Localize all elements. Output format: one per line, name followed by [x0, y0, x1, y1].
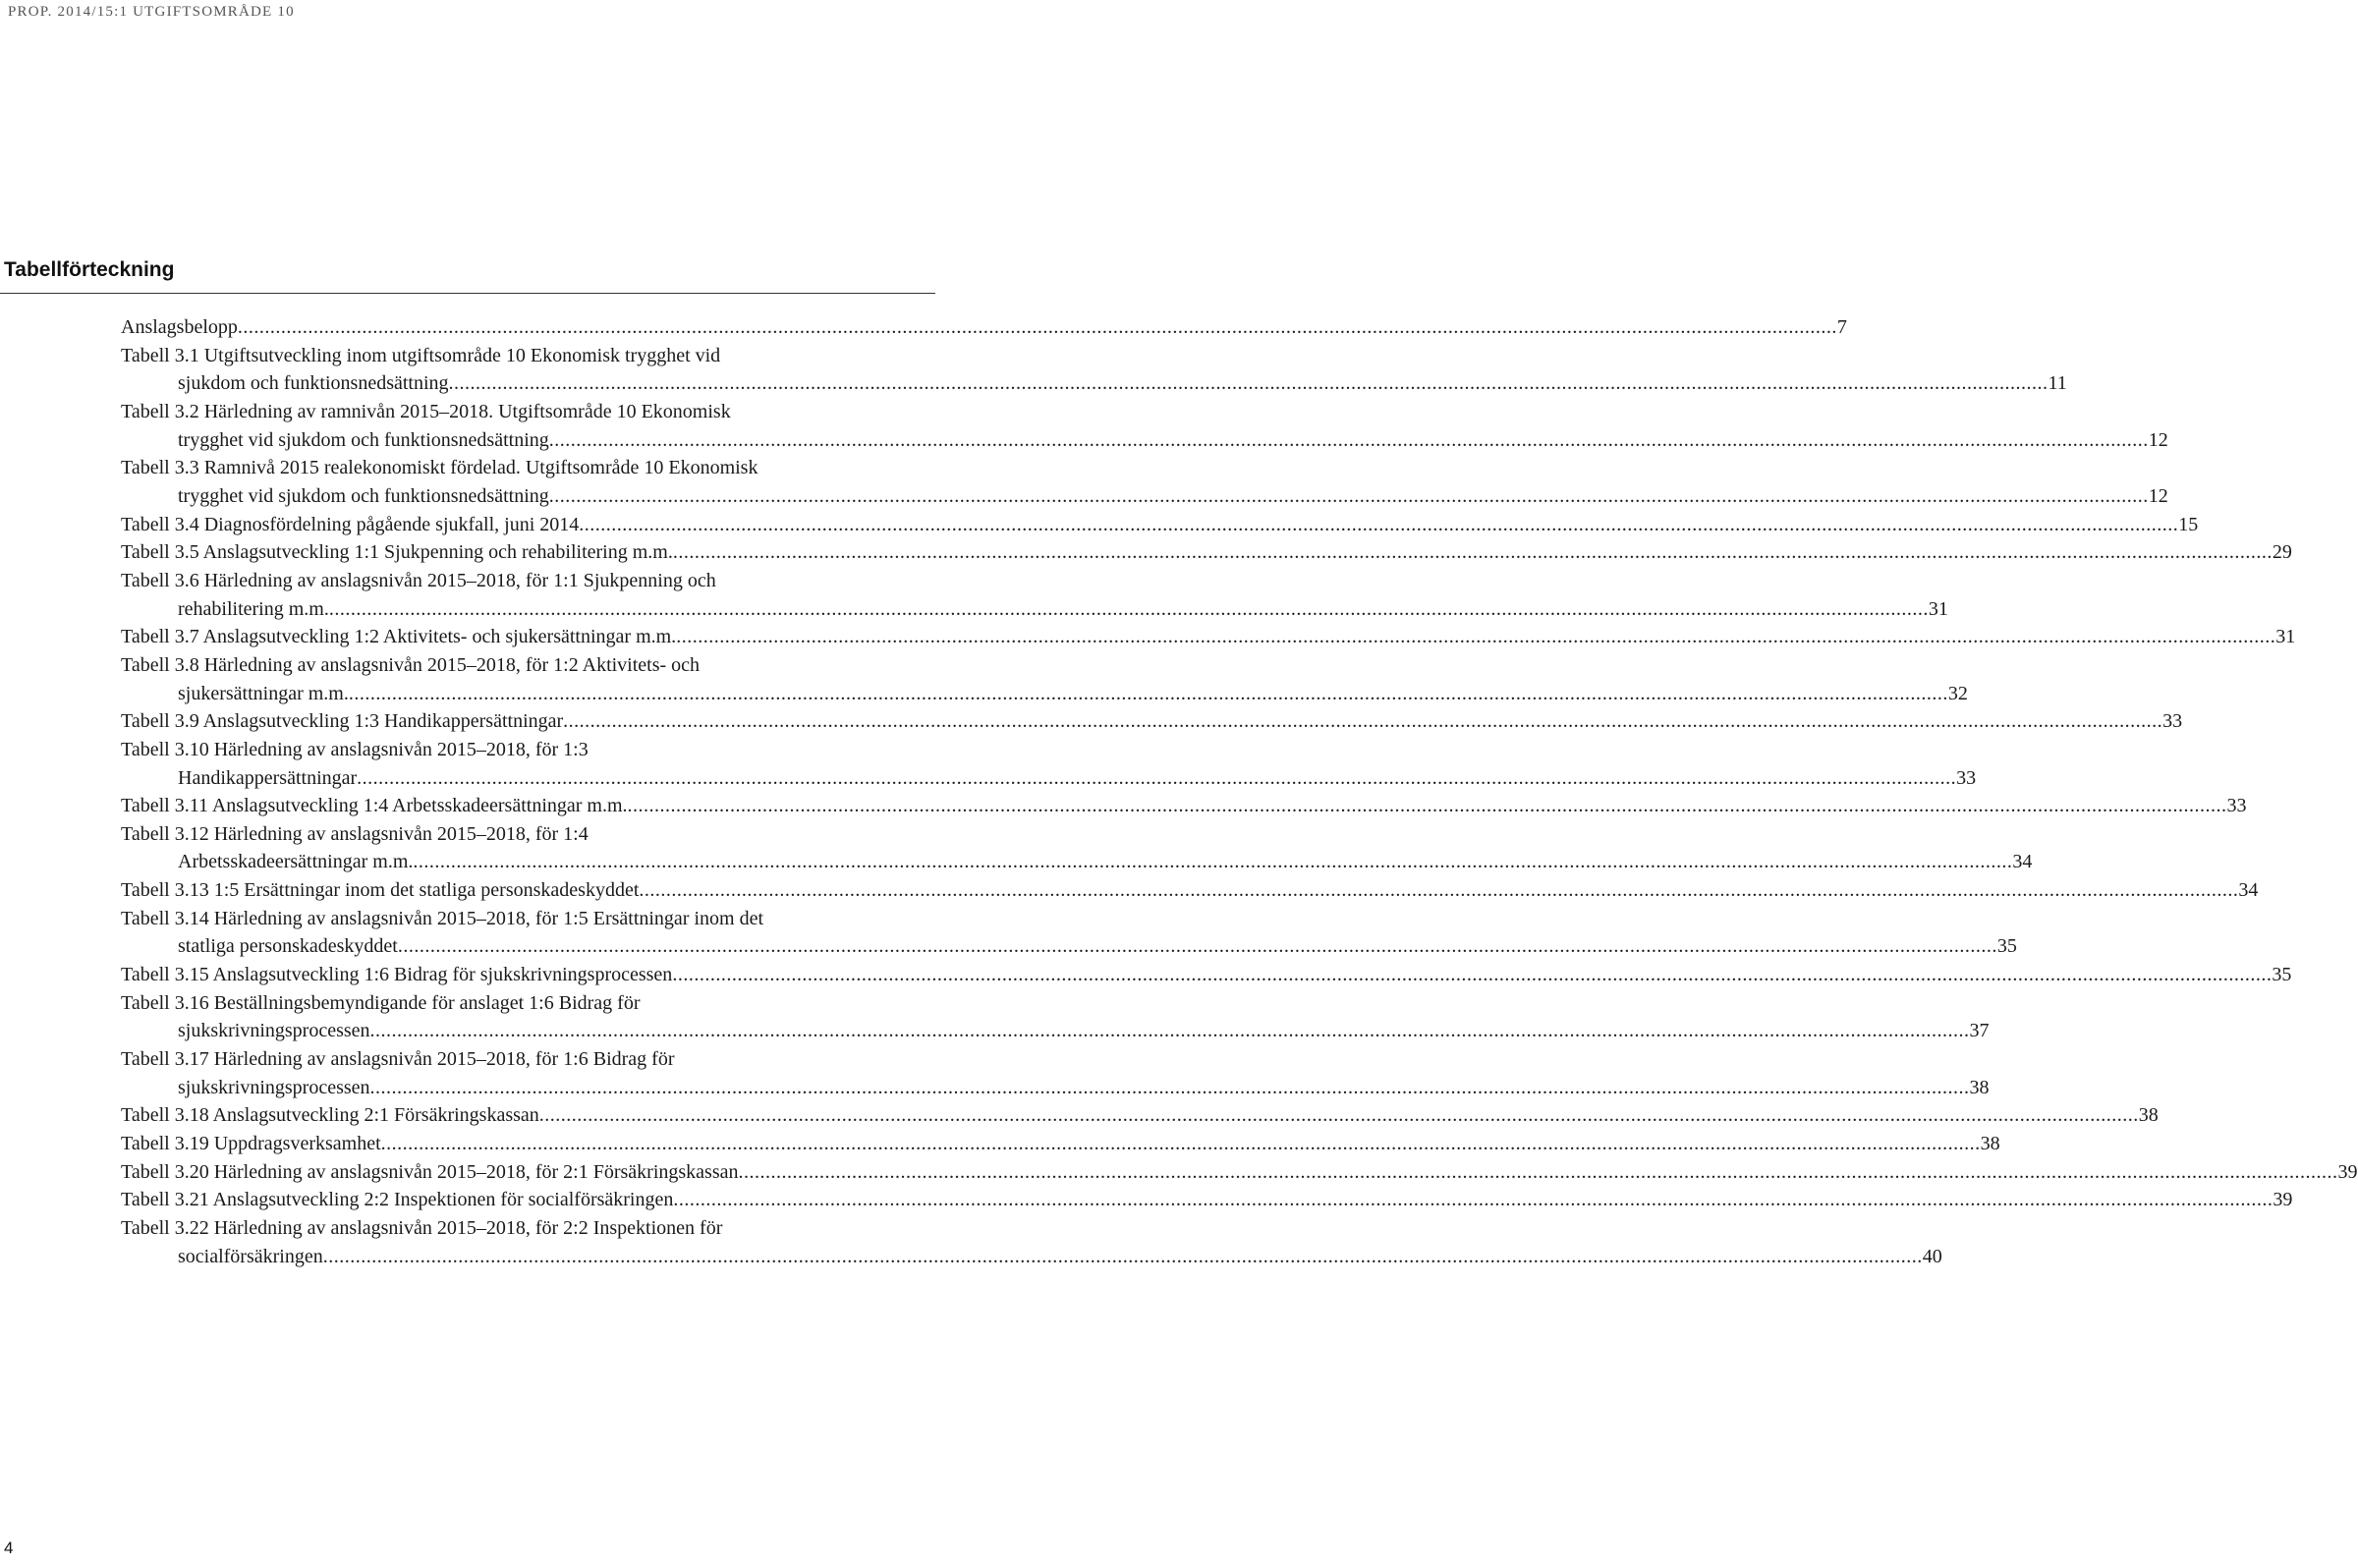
toc-entry[interactable] [121, 989, 1990, 1045]
toc-entry-page-number: 7 [1836, 316, 1847, 338]
toc-entry-final-line [121, 1186, 2293, 1214]
dot-leader [549, 482, 2149, 511]
toc-entry-text: trygghet vid sjukdom och funktionsnedsättning [178, 428, 549, 451]
toc-entry[interactable] [121, 511, 2199, 539]
toc-entry-final-line [121, 1243, 1942, 1271]
toc-entry[interactable] [121, 1214, 1942, 1270]
toc-entry-page-number: 11 [2048, 372, 2067, 395]
toc-entry-text: Tabell 3.11 Anslagsutveckling 1:4 Arbetsskadeersättningar m.m. [121, 795, 628, 817]
toc-entry-final-line [121, 426, 2168, 455]
toc-entry-final-line [121, 595, 1948, 624]
toc-entry[interactable] [121, 736, 1977, 792]
dot-leader [673, 1186, 2273, 1214]
toc-entry-page-number: 34 [2012, 851, 2033, 873]
dot-leader [238, 313, 1837, 342]
toc-heading: Tabellförteckning [4, 258, 175, 281]
toc-entry-final-line [121, 707, 2183, 736]
toc-entry-page-number: 33 [2162, 710, 2183, 733]
toc-entry-page-number: 34 [2238, 879, 2259, 902]
toc-entry-text: Tabell 3.20 Härledning av anslagsnivån 2015–2018, för 2:1 Försäkringskassan [121, 1160, 739, 1183]
toc-entry-title-line: Tabell 3.16 Beställningsbemyndigande för anslaget 1:6 Bidrag för [121, 991, 641, 1014]
toc-entry-text: rehabilitering m.m. [178, 597, 329, 620]
toc-entry-text: Anslagsbelopp [121, 316, 238, 338]
toc-entry-page-number: 40 [1922, 1245, 1942, 1267]
toc-entry-final-line [121, 482, 2168, 511]
toc-entry[interactable] [121, 454, 2168, 510]
toc-entry-page-number: 39 [2273, 1189, 2293, 1211]
toc-entry-final-line [121, 1017, 1990, 1045]
dot-leader [413, 848, 2012, 876]
toc-entry-title-line: Tabell 3.6 Härledning av anslagsnivån 2015–2018, för 1:1 Sjukpenning och [121, 569, 716, 591]
dot-leader [398, 932, 1997, 961]
toc-entry-final-line [121, 1074, 1990, 1102]
toc-entry-page-number: 38 [2138, 1104, 2159, 1127]
toc-entry-text: sjukersättningar m.m. [178, 682, 349, 704]
toc-entry-title-line: Tabell 3.8 Härledning av anslagsnivån 2015–2018, för 1:2 Aktivitets- och [121, 653, 701, 676]
toc-entry-text: Tabell 3.9 Anslagsutveckling 1:3 Handikappersättningar [121, 710, 564, 733]
toc-entry-final-line [121, 623, 2296, 651]
toc-entry-page-number: 35 [1996, 935, 2017, 958]
toc-entry-page-number: 33 [1956, 766, 1977, 789]
toc-entry-text: Tabell 3.5 Anslagsutveckling 1:1 Sjukpenning och rehabilitering m.m. [121, 541, 673, 564]
toc-entry-final-line [121, 792, 2247, 820]
toc-entry[interactable] [121, 1186, 2293, 1214]
toc-entry-page-number: 31 [1928, 597, 1948, 620]
toc-entry-title-line: Tabell 3.22 Härledning av anslagsnivån 2015–2018, för 2:2 Inspektionen för [121, 1217, 723, 1239]
toc-entry[interactable] [121, 538, 2292, 567]
toc-entry-final-line [121, 848, 2033, 876]
toc-entry-text: statliga personskadeskyddet [178, 935, 398, 958]
toc-entry-text: Tabell 3.7 Anslagsutveckling 1:2 Aktivitets- och sjukersättningar m.m. [121, 626, 677, 648]
toc-entry[interactable] [121, 342, 2067, 398]
toc-entry[interactable] [121, 1130, 2000, 1158]
toc-entry-page-number: 35 [2272, 964, 2292, 986]
toc-entry-title-line: Tabell 3.2 Härledning av ramnivån 2015–2018. Utgiftsområde 10 Ekonomisk [121, 400, 731, 422]
dot-leader [449, 369, 2049, 398]
running-header: PROP. 2014/15:1 UTGIFTSOMRÅDE 10 [8, 4, 295, 20]
toc-entry-title-line: Tabell 3.12 Härledning av anslagsnivån 2015–2018, för 1:4 [121, 822, 589, 845]
toc-entry-final-line [121, 680, 1968, 708]
toc-entry-text: Arbetsskadeersättningar m.m. [178, 851, 414, 873]
toc-entry-text: Tabell 3.19 Uppdragsverksamhet [121, 1133, 381, 1155]
dot-leader [349, 680, 1948, 708]
toc-entry[interactable] [121, 820, 2033, 876]
toc-entry-final-line [121, 1101, 2159, 1130]
dot-leader [676, 623, 2275, 651]
toc-entry-title-line: Tabell 3.3 Ramnivå 2015 realekonomiskt fördelad. Utgiftsområde 10 Ekonomisk [121, 457, 758, 479]
dot-leader [639, 876, 2238, 905]
toc-entry-text: Tabell 3.4 Diagnosfördelning pågående sjukfall, juni 2014 [121, 513, 580, 535]
toc-entry-final-line [121, 932, 2017, 961]
toc-entry[interactable] [121, 1101, 2159, 1130]
toc-entry-text: trygghet vid sjukdom och funktionsnedsättning [178, 484, 549, 507]
toc-entry-text: sjukdom och funktionsnedsättning [178, 372, 449, 395]
dot-leader [323, 1243, 1923, 1271]
dot-leader [549, 426, 2149, 455]
toc-entry[interactable] [121, 313, 1847, 342]
toc-entry-final-line [121, 764, 1977, 793]
page-number: 4 [4, 1539, 14, 1557]
toc-entry-title-line: Tabell 3.1 Utgiftsutveckling inom utgiftsområde 10 Ekonomisk trygghet vid [121, 344, 721, 366]
toc-entry-page-number: 15 [2178, 513, 2199, 535]
toc-entry-final-line [121, 369, 2067, 398]
toc-entry-final-line [121, 876, 2259, 905]
toc-entry[interactable] [121, 1045, 1990, 1101]
toc-entry[interactable] [121, 623, 2296, 651]
toc-entry-title-line: Tabell 3.10 Härledning av anslagsnivån 2015–2018, för 1:3 [121, 738, 589, 760]
toc-entry[interactable] [121, 961, 2292, 989]
toc-entry-text: sjukskrivningsprocessen [178, 1076, 370, 1098]
toc-entry-page-number: 32 [1947, 682, 1968, 704]
dot-leader [329, 595, 1929, 624]
dot-leader [673, 538, 2273, 567]
toc-entry[interactable] [121, 1158, 2358, 1187]
toc-entry-page-number: 33 [2226, 795, 2247, 817]
toc-entry-page-number: 38 [1980, 1133, 2000, 1155]
toc-entry[interactable] [121, 707, 2183, 736]
toc-entry-title-line: Tabell 3.17 Härledning av anslagsnivån 2015–2018, för 1:6 Bidrag för [121, 1048, 675, 1071]
dot-leader [357, 764, 1956, 793]
dot-leader [672, 961, 2272, 989]
toc-entry[interactable] [121, 398, 2168, 454]
toc-entry-page-number: 12 [2148, 428, 2168, 451]
toc-entry-final-line [121, 1158, 2358, 1187]
toc-entry-text: socialförsäkringen [178, 1245, 323, 1267]
toc-entry[interactable] [121, 651, 1968, 707]
toc-entry-final-line [121, 1130, 2000, 1158]
toc-entry-title-line: Tabell 3.14 Härledning av anslagsnivån 2015–2018, för 1:5 Ersättningar inom det [121, 907, 764, 929]
toc-entry-text: Tabell 3.18 Anslagsutveckling 2:1 Försäkringskassan [121, 1104, 539, 1127]
toc-entry-page-number: 38 [1969, 1076, 1990, 1098]
dot-leader [370, 1017, 1970, 1045]
toc-entry-text: sjukskrivningsprocessen [178, 1020, 370, 1042]
toc-entry-text: Tabell 3.15 Anslagsutveckling 1:6 Bidrag för sjukskrivningsprocessen [121, 964, 673, 986]
toc-entry[interactable] [121, 905, 2017, 961]
toc-entry-text: Handikappersättningar [178, 766, 358, 789]
toc-entry-page-number: 29 [2272, 541, 2292, 564]
toc-entry-page-number: 31 [2275, 626, 2296, 648]
toc-entry-page-number: 12 [2148, 484, 2168, 507]
dot-leader [579, 511, 2178, 539]
toc-entry[interactable] [121, 876, 2259, 905]
toc-entry-page-number: 39 [2337, 1160, 2358, 1183]
dot-leader [539, 1101, 2139, 1130]
toc-entry-text: Tabell 3.13 1:5 Ersättningar inom det statliga personskadeskyddet [121, 879, 640, 902]
dot-leader [739, 1158, 2338, 1187]
toc-entry[interactable] [121, 567, 1948, 623]
toc-entry-final-line [121, 961, 2292, 989]
toc-entry-final-line [121, 313, 1847, 342]
dot-leader [381, 1130, 1981, 1158]
heading-rule [0, 293, 935, 294]
dot-leader [370, 1074, 1970, 1102]
toc-entry-final-line [121, 538, 2292, 567]
toc-entry-text: Tabell 3.21 Anslagsutveckling 2:2 Inspektionen för socialförsäkringen [121, 1189, 674, 1211]
toc-entry-final-line [121, 511, 2199, 539]
toc-list [121, 313, 2358, 1270]
toc-entry[interactable] [121, 792, 2247, 820]
dot-leader [563, 707, 2162, 736]
toc-entry-page-number: 37 [1969, 1020, 1990, 1042]
dot-leader [628, 792, 2227, 820]
